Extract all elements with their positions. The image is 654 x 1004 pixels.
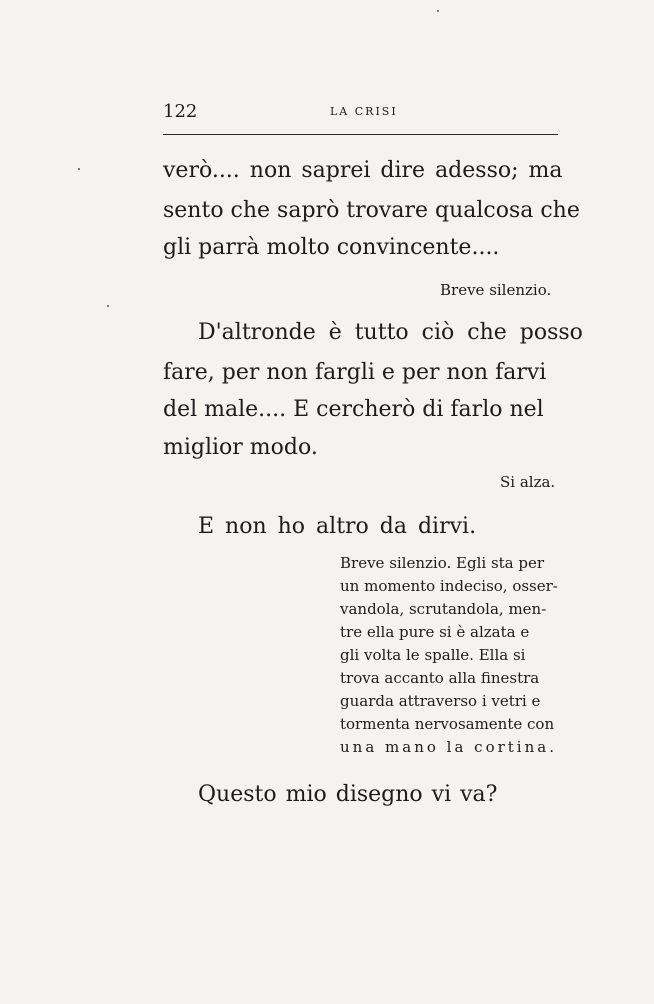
header-rule	[163, 134, 558, 135]
text-line: sento che saprò trovare qualcosa che	[163, 198, 580, 223]
stage-line: tormenta nervosamente con	[340, 715, 555, 733]
text-line: verò.... non saprei dire adesso; ma	[163, 158, 563, 183]
stage-line: vandola, scrutandola, men-	[340, 600, 547, 618]
stage-line: una mano la cortina.	[340, 738, 557, 756]
stage-line: tre ella pure si è alzata e	[340, 623, 530, 641]
stage-line: trova accanto alla finestra	[340, 669, 540, 687]
text-line: miglior modo.	[163, 435, 318, 460]
page-number: 122	[163, 101, 198, 122]
paper-speck	[437, 10, 439, 12]
text-line: D'altronde è tutto ciò che posso	[198, 320, 583, 345]
stage-direction: Si alza.	[500, 473, 556, 491]
running-title: LA CRISI	[330, 105, 398, 118]
stage-direction: Breve silenzio.	[440, 281, 552, 299]
paper-speck	[78, 168, 80, 170]
stage-line: un momento indeciso, osser-	[340, 577, 558, 595]
text-line: Questo mio disegno vi va?	[198, 782, 498, 807]
page-header	[163, 101, 558, 123]
paper-speck	[107, 305, 109, 307]
text-line: E non ho altro da dirvi.	[198, 514, 477, 539]
stage-line: guarda attraverso i vetri e	[340, 692, 541, 710]
text-line: fare, per non fargli e per non farvi	[163, 360, 547, 385]
text-line: del male.... E cercherò di farlo nel	[163, 397, 544, 422]
stage-line: gli volta le spalle. Ella si	[340, 646, 526, 664]
text-line: gli parrà molto convincente....	[163, 235, 500, 260]
stage-line: Breve silenzio. Egli sta per	[340, 554, 545, 572]
